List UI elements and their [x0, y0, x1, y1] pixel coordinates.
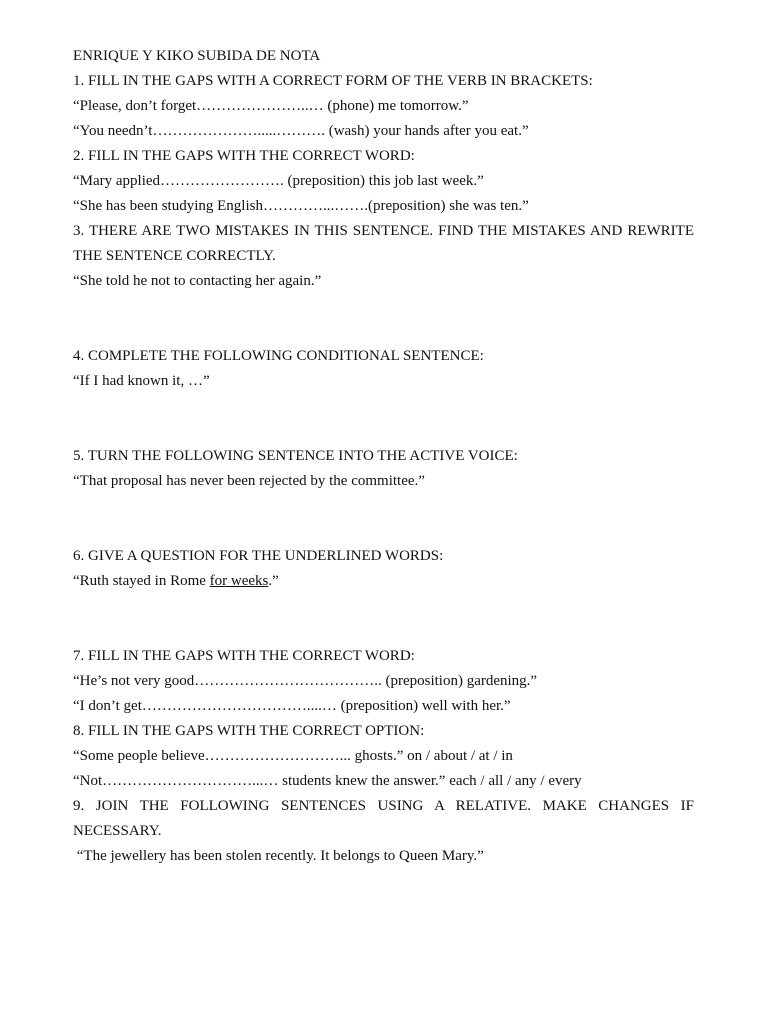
question-3-heading: 3. THERE ARE TWO MISTAKES IN THIS SENTENCE. FIND THE MISTAKES AND REWRITE THE SENTENCE CORRECTLY.	[73, 223, 694, 264]
question-6-text-after: .”	[268, 573, 279, 589]
question-7-sentence-1: “He’s not very good……………………………….. (preposition) gardening.”	[73, 673, 538, 689]
question-1-heading: 1. FILL IN THE GAPS WITH A CORRECT FORM OF THE VERB IN BRACKETS:	[73, 73, 593, 89]
question-2-sentence-2: “She has been studying English…………...…….(preposition) she was ten.”	[73, 198, 529, 214]
question-4-sentence: “If I had known it, …”	[73, 373, 210, 389]
question-2-heading: 2. FILL IN THE GAPS WITH THE CORRECT WORD:	[73, 148, 415, 164]
question-6-heading: 6. GIVE A QUESTION FOR THE UNDERLINED WORDS:	[73, 548, 444, 564]
question-7-heading: 7. FILL IN THE GAPS WITH THE CORRECT WORD:	[73, 648, 415, 664]
question-9-heading: 9. JOIN THE FOLLOWING SENTENCES USING A RELATIVE. MAKE CHANGES IF NECESSARY.	[73, 798, 694, 839]
question-8-sentence-1: “Some people believe………………………... ghosts.” on / about / at / in	[73, 748, 513, 764]
question-4-heading: 4. COMPLETE THE FOLLOWING CONDITIONAL SENTENCE:	[73, 348, 484, 364]
answer-space	[73, 594, 694, 644]
document-title: ENRIQUE Y KIKO SUBIDA DE NOTA	[73, 48, 321, 64]
question-1-sentence-2: “You needn’t………………….....………. (wash) your hands after you eat.”	[73, 123, 529, 139]
question-3-sentence: “She told he not to contacting her again.”	[73, 273, 322, 289]
underlined-words: for weeks	[209, 573, 269, 589]
question-5-sentence: “That proposal has never been rejected by the committee.”	[73, 473, 425, 489]
question-9-sentence: “The jewellery has been stolen recently. It belongs to Queen Mary.”	[73, 848, 484, 864]
document-page	[73, 44, 694, 869]
question-6-sentence	[73, 569, 694, 594]
question-7-sentence-2: “I don’t get……………………………....… (preposition) well with her.”	[73, 698, 511, 714]
answer-space	[73, 394, 694, 444]
question-8-heading: 8. FILL IN THE GAPS WITH THE CORRECT OPTION:	[73, 723, 425, 739]
question-1-sentence-1: “Please, don’t forget…………………..… (phone) me tomorrow.”	[73, 98, 469, 114]
question-6-text-before: “Ruth stayed in Rome	[73, 573, 210, 589]
question-2-sentence-1: “Mary applied……………………. (preposition) this job last week.”	[73, 173, 484, 189]
answer-space	[73, 294, 694, 344]
question-8-sentence-2: “Not…………………………...… students knew the answer.” each / all / any / every	[73, 773, 582, 789]
question-5-heading: 5. TURN THE FOLLOWING SENTENCE INTO THE ACTIVE VOICE:	[73, 448, 518, 464]
answer-space	[73, 494, 694, 544]
